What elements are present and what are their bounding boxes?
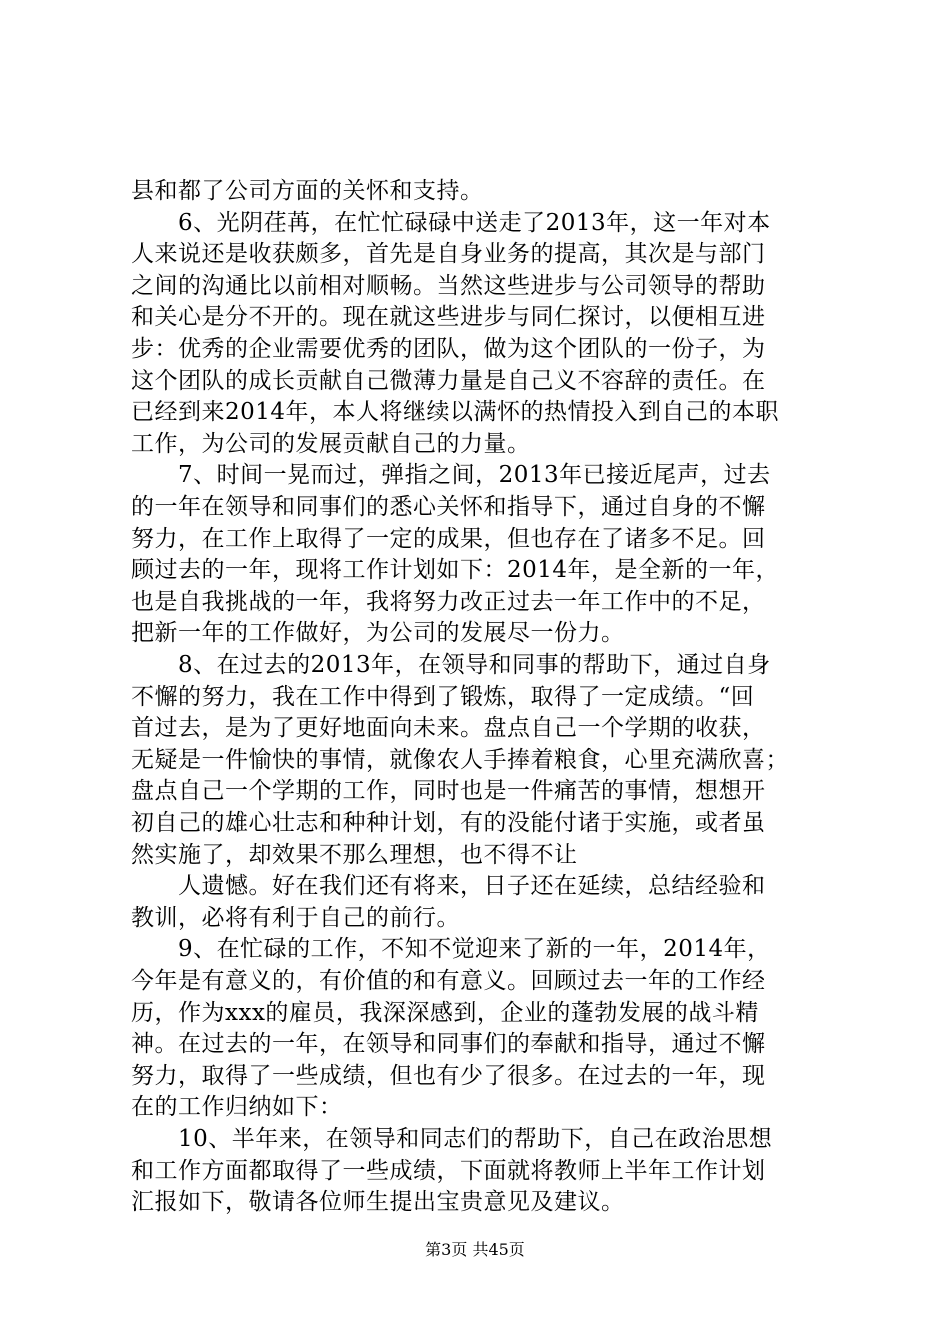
- text-line: 今年是有意义的，有价值的和有意义。回顾过去一年的工作经: [131, 968, 766, 994]
- text-line: 7、时间一晃而过，弹指之间，2013年已接近尾声，过去: [178, 462, 771, 489]
- text-line: 盘点自己一个学期的工作，同时也是一件痛苦的事情，想想开: [131, 778, 766, 805]
- text-line: 已经到来2014年，本人将继续以满怀的热情投入到自己的本职: [131, 399, 780, 426]
- text-line: 把新一年的工作做好，为公司的发展尽一份力。: [131, 620, 625, 647]
- text-line: 也是自我挑战的一年，我将努力改正过去一年工作中的不足，: [131, 588, 766, 615]
- text-line: 然实施了，却效果不那么理想，也不得不让: [131, 841, 578, 868]
- text-line: 的一年在领导和同事们的悉心关怀和指导下，通过自身的不懈: [131, 494, 766, 520]
- text-line: 和工作方面都取得了一些成绩，下面就将教师上半年工作计划: [131, 1157, 766, 1184]
- text-line: 人遗憾。好在我们还有将来，日子还在延续，总结经验和: [178, 873, 766, 900]
- page-number: 第3页 共45页: [425, 1240, 525, 1259]
- text-line: 首过去，是为了更好地面向未来。盘点自己一个学期的收获，: [131, 715, 766, 742]
- text-line: 不懈的努力，我在工作中得到了锻炼，取得了一定成绩。“回: [131, 683, 755, 710]
- text-line: 步：优秀的企业需要优秀的团队，做为这个团队的一份子，为: [131, 336, 766, 362]
- text-line: 和关心是分不开的。现在就这些进步与同仁探讨，以便相互进: [131, 304, 766, 331]
- text-line: 教训，必将有利于自己的前行。: [131, 904, 460, 931]
- text-line: 初自己的雄心壮志和种种计划，有的没能付诸于实施，或者虽: [131, 810, 766, 836]
- text-line: 神。在过去的一年，在领导和同事们的奉献和指导，通过不懈: [131, 1031, 766, 1058]
- text-line: 历，作为xxx的雇员，我深深感到，企业的蓬勃发展的战斗精: [131, 999, 759, 1026]
- text-line: 10、半年来，在领导和同志们的帮助下，自己在政治思想: [178, 1126, 773, 1152]
- text-line: 之间的沟通比以前相对顺畅。当然这些进步与公司领导的帮助: [131, 272, 766, 299]
- text-line: 汇报如下，敬请各位师生提出宝贵意见及建议。: [131, 1189, 625, 1216]
- text-line: 在的工作归纳如下：: [131, 1094, 343, 1121]
- text-line: 工作，为公司的发展贡献自己的力量。: [131, 430, 531, 457]
- text-line: 努力，在工作上取得了一定的成果，但也存在了诸多不足。回: [131, 525, 766, 552]
- text-line: 人来说还是收获颇多，首先是自身业务的提高，其次是与部门: [131, 241, 766, 268]
- text-line: 这个团队的成长贡献自己微薄力量是自己义不容辞的责任。在: [131, 367, 766, 394]
- text-line: 努力，取得了一些成绩，但也有少了很多。在过去的一年，现: [131, 1062, 766, 1089]
- text-line: 9、在忙碌的工作，不知不觉迎来了新的一年，2014年，: [178, 936, 771, 963]
- text-line: 6、光阴荏苒，在忙忙碌碌中送走了2013年，这一年对本: [178, 209, 771, 236]
- text-line: 无疑是一件愉快的事情，就像农人手捧着粮食，心里充满欣喜；: [131, 746, 789, 773]
- text-line: 8、在过去的2013年，在领导和同事的帮助下，通过自身: [178, 652, 771, 678]
- text-line: 顾过去的一年，现将工作计划如下：2014年，是全新的一年，: [131, 557, 780, 584]
- text-line: 县和都了公司方面的关怀和支持。: [131, 178, 484, 204]
